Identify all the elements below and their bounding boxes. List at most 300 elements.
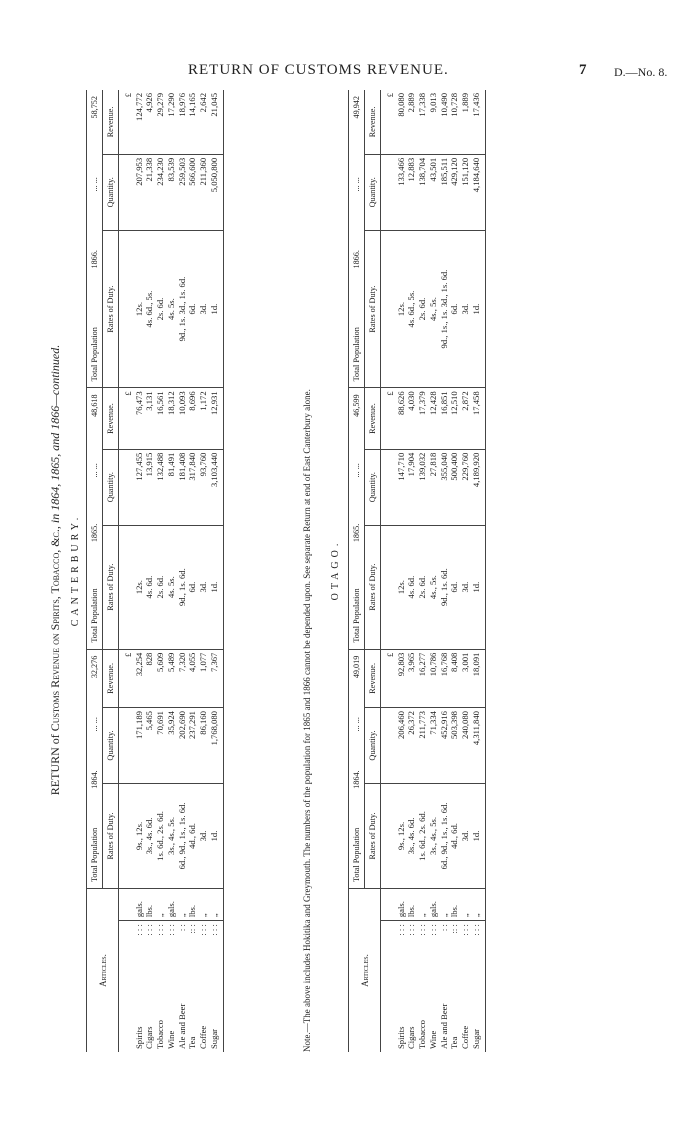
spacer — [123, 234, 134, 385]
table-cell: 9s., 12s. — [133, 821, 144, 851]
table-cell: 3s., 4s. 6d. — [144, 817, 155, 855]
table-cell: 80,080 — [395, 93, 406, 117]
table-cell: 17,290 — [165, 93, 176, 117]
canterbury-note: Note.—The above includes Hokitika and Greymouth. The numbers of the population for 1865 and 1866 cannot be depended upon. See separate Return at end of East Canterbury alone. — [302, 389, 312, 1052]
population-value: 48,618 — [90, 394, 99, 417]
dots: ... ... — [352, 177, 361, 192]
table-cell: 3,965 — [406, 652, 417, 672]
total-pop-label: Total Population — [90, 827, 99, 883]
table-cell: 138,704 — [417, 157, 428, 186]
table-cell: 86,160 — [197, 711, 208, 735]
population-value: 32,276 — [90, 655, 99, 679]
table-cell: 10,093 — [176, 391, 187, 416]
articles-label: Articles. — [359, 954, 370, 987]
table-cell: 5,609 — [155, 652, 166, 672]
table-cell: 124,772 — [133, 93, 144, 121]
table-cell: 4s. 6d., 5s. — [406, 290, 417, 328]
article-name — [155, 924, 166, 1049]
revenue-header: Revenue. — [365, 649, 381, 707]
rates-column-1866 — [119, 230, 224, 388]
table-cell: 1d. — [470, 581, 481, 593]
spacer — [385, 529, 396, 646]
table-cell: lbs. — [187, 904, 198, 918]
table-cell: 18,312 — [165, 391, 176, 416]
pop-header-1864 — [349, 649, 365, 888]
article-name — [396, 924, 407, 1049]
table-cell: 452,916 — [438, 711, 449, 739]
table-cell: 4s. 5s. — [165, 298, 176, 320]
table-cell: 27,818 — [427, 452, 438, 477]
article-label: Cigars — [406, 1026, 417, 1049]
table-cell: gals. — [165, 901, 176, 918]
article-name — [177, 924, 188, 1049]
table-cell: 1,172 — [197, 391, 208, 411]
pop-header-1864 — [87, 649, 103, 888]
article-name — [198, 924, 209, 1049]
quantity-column-1866 — [381, 154, 486, 230]
rates-header: Rates of Duty. — [365, 525, 381, 649]
quantity-column-1865 — [119, 449, 224, 525]
revenue-header: Revenue. — [365, 90, 381, 154]
table-cell: 17,338 — [417, 93, 428, 117]
pound-sign: £ — [123, 652, 133, 657]
table-cell: 93,760 — [197, 452, 208, 477]
spacer — [385, 924, 396, 1049]
table-cell: 76,473 — [133, 391, 144, 416]
spacer — [123, 711, 134, 780]
table-cell: 147,710 — [395, 452, 406, 481]
rates-header: Rates of Duty. — [103, 525, 119, 649]
table-cell: 207,953 — [133, 157, 144, 186]
table-cell: „ — [459, 913, 470, 918]
table-cell: lbs. — [144, 904, 155, 918]
table-cell: „ — [197, 913, 208, 918]
table-cell: gals. — [395, 901, 406, 918]
table-cell: 4s. 5s. — [165, 576, 176, 598]
table-cell: 16,561 — [155, 391, 166, 416]
table-cell: 12,931 — [208, 391, 219, 416]
table-cell: gals. — [427, 901, 438, 918]
spacer — [123, 529, 134, 646]
year-label: 1865. — [90, 523, 99, 543]
table-cell: 9d., 1s. 6d. — [438, 568, 449, 606]
table-cell: 6d., 9d., 1s., 1s. 6d. — [176, 802, 187, 870]
table-cell: 3d. — [459, 303, 470, 315]
canterbury-revenue-table — [86, 90, 224, 1052]
total-pop-label: Total Population — [352, 827, 361, 883]
table-cell: 1d. — [208, 303, 219, 315]
table-cell: 8,696 — [187, 391, 198, 411]
table-cell: 12s. — [395, 302, 406, 317]
table-cell: 3,001 — [459, 652, 470, 672]
table-cell: 7,320 — [176, 652, 187, 672]
table-cell: 92,803 — [395, 652, 406, 677]
table-cell: „ — [438, 913, 449, 918]
revenue-header: Revenue. — [103, 90, 119, 154]
table-cell: 8,408 — [449, 652, 460, 672]
table-cell: gals. — [133, 901, 144, 918]
rotated-page-content — [40, 70, 640, 1070]
table-cell: 83,539 — [165, 157, 176, 182]
spacer — [123, 158, 134, 227]
revenue-column-1864 — [381, 649, 486, 707]
spacer — [385, 892, 396, 917]
rates-column-1864 — [119, 783, 224, 888]
table-cell: 4,926 — [144, 93, 155, 113]
total-pop-label: Total Population — [90, 588, 99, 643]
population-value: 58,752 — [90, 96, 99, 119]
table-cell: 234,230 — [155, 157, 166, 186]
table-cell: 4d., 6d. — [187, 823, 198, 849]
table-cell: 1,889 — [459, 93, 470, 113]
table-cell: 3s., 4s., 5s. — [427, 817, 438, 855]
table-cell: 12s. — [133, 302, 144, 317]
spacer — [123, 787, 134, 885]
leader-dots: : : : — [470, 924, 481, 936]
table-cell: 5,465 — [144, 711, 155, 731]
table-cell: 2s. 6d. — [417, 297, 428, 321]
article-name — [187, 924, 198, 1049]
main-title-smallcaps: Customs Revenue on Spirits, Tobacco, &c., — [48, 526, 62, 732]
table-cell: 88,626 — [395, 391, 406, 416]
article-label: Sugar — [470, 1028, 481, 1049]
table-cell: 3d. — [459, 830, 470, 842]
table-cell: 6d. — [449, 303, 460, 315]
table-cell: 12,428 — [427, 391, 438, 416]
pound-sign: £ — [385, 652, 395, 657]
table-cell: 2,872 — [459, 391, 470, 411]
total-pop-label: Total Population — [352, 327, 361, 382]
revenue-column-1865 — [381, 388, 486, 449]
table-cell: 4d., 6d. — [449, 823, 460, 849]
table-cell: 3d. — [197, 830, 208, 842]
table-cell: 828 — [144, 652, 155, 666]
year-label: 1864. — [352, 770, 361, 789]
revenue-header: Revenue. — [103, 649, 119, 707]
main-title — [48, 70, 63, 1070]
table-cell: 211,360 — [197, 157, 208, 186]
spacer — [385, 453, 396, 522]
table-cell: 9d., 1s., 1s. 3d., 1s. 6d. — [438, 269, 449, 349]
table-cell: 206,460 — [395, 711, 406, 739]
table-cell: 16,851 — [438, 391, 449, 416]
spacer — [123, 892, 134, 917]
document-reference: D.—No. 8. — [614, 65, 668, 79]
table-cell: 12,510 — [449, 391, 460, 416]
rates-column-1865 — [381, 525, 486, 649]
table-cell: 6d. — [449, 581, 460, 593]
table-cell: 1d. — [470, 303, 481, 315]
pop-header-1865 — [349, 388, 365, 649]
article-name — [209, 924, 220, 1049]
table-cell: 566,600 — [187, 157, 198, 186]
table-cell: 500,400 — [449, 452, 460, 481]
table-cell: 71,334 — [427, 711, 438, 735]
table-cell: 171,189 — [133, 711, 144, 739]
quantity-header: Quantity. — [365, 449, 381, 525]
units-column — [381, 889, 486, 921]
leader-dots: : : : — [427, 924, 438, 936]
table-cell: 18,976 — [176, 93, 187, 117]
table-cell: 1s. 6d., 2s. 6d. — [417, 811, 428, 861]
table-cell: 4,184,640 — [470, 157, 481, 193]
table-cell: 9s., 12s. — [395, 821, 406, 851]
quantity-header: Quantity. — [365, 154, 381, 230]
table-cell: 1s. 6d., 2s. 6d. — [155, 811, 166, 861]
table-cell: 4s. 6d., 5s. — [144, 290, 155, 328]
table-cell: 202,690 — [176, 711, 187, 739]
article-label: Wine — [427, 1030, 438, 1049]
table-cell: 5,050,800 — [208, 157, 219, 193]
table-cell: 4,030 — [406, 391, 417, 411]
table-cell: 2s. 6d. — [155, 297, 166, 321]
pop-header-1866 — [349, 90, 365, 388]
article-label: Ale and Beer — [176, 1003, 187, 1049]
table-cell: 1d. — [208, 830, 219, 842]
table-cell: lbs. — [406, 904, 417, 918]
article-label: Spirits — [395, 1026, 406, 1049]
main-title-pre: RETURN of — [48, 731, 62, 796]
population-value: 46,599 — [352, 394, 361, 417]
spacer — [385, 158, 396, 227]
quantity-column-1864 — [381, 708, 486, 784]
rates-column-1866 — [381, 230, 486, 388]
leader-dots: : : : — [197, 924, 208, 936]
quantity-header: Quantity. — [103, 449, 119, 525]
table-cell: 132,488 — [155, 452, 166, 481]
leader-dots: : : : — [144, 924, 155, 936]
table-cell: 21,045 — [208, 93, 219, 117]
table-cell: 29,279 — [155, 93, 166, 117]
year-label: 1865. — [352, 523, 361, 543]
table-cell: 18,091 — [470, 652, 481, 677]
articles-label: Articles. — [97, 954, 108, 987]
table-cell: 5,489 — [165, 652, 176, 672]
table-cell: 3,131 — [144, 391, 155, 411]
table-cell: 4s. 6d. — [406, 575, 417, 599]
revenue-header: Revenue. — [365, 388, 381, 449]
table-cell: 211,773 — [417, 711, 428, 739]
leader-dots: : : : — [459, 924, 470, 936]
section-title-otago: OTAGO. — [330, 539, 341, 601]
table-cell: 17,379 — [417, 391, 428, 416]
article-label: Coffee — [459, 1025, 470, 1049]
quantity-header: Quantity. — [365, 708, 381, 784]
leader-dots: : : : — [208, 924, 219, 936]
table-cell: 16,768 — [438, 652, 449, 677]
page-number: 7 — [579, 62, 588, 78]
revenue-column-1866 — [381, 90, 486, 154]
article-label: Coffee — [197, 1025, 208, 1049]
dots: ... ... — [90, 177, 99, 192]
population-value: 49,019 — [352, 655, 361, 679]
leader-dots: : : : — [155, 924, 166, 936]
year-label: 1866. — [90, 250, 99, 269]
population-value: 49,942 — [352, 96, 361, 119]
quantity-column-1865 — [381, 449, 486, 525]
table-cell: 185,511 — [438, 157, 449, 186]
table-cell: 259,503 — [176, 157, 187, 186]
leader-dots: : : : — [395, 924, 406, 936]
spacer — [385, 234, 396, 385]
table-cell: 3d. — [459, 581, 470, 593]
rates-header: Rates of Duty. — [103, 230, 119, 388]
article-label: Ale and Beer — [438, 1003, 449, 1049]
table-cell: 16,277 — [417, 652, 428, 677]
table-cell: 6d., 9d., 1s., 1s. 6d. — [438, 802, 449, 870]
table-cell: 35,924 — [165, 711, 176, 735]
article-name — [449, 924, 460, 1049]
quantity-header: Quantity. — [103, 154, 119, 230]
dots: ... ... — [352, 717, 361, 732]
article-label: Spirits — [133, 1026, 144, 1049]
year-label: 1864. — [90, 770, 99, 789]
article-name — [417, 924, 428, 1049]
revenue-column-1865 — [119, 388, 224, 449]
article-label: Sugar — [208, 1028, 219, 1049]
table-cell: 4,189,920 — [470, 452, 481, 488]
year-label: 1866. — [352, 250, 361, 269]
table-cell: 4,055 — [187, 652, 198, 672]
table-cell: 355,040 — [438, 452, 449, 481]
article-label: Tobacco — [417, 1020, 428, 1049]
articles-header — [349, 889, 381, 1052]
table-cell: 503,398 — [449, 711, 460, 739]
table-cell: „ — [470, 913, 481, 918]
table-cell: 3d. — [197, 581, 208, 593]
leader-dots: : : : — [165, 924, 176, 936]
pound-sign: £ — [123, 391, 133, 396]
table-cell: 229,760 — [459, 452, 470, 481]
spacer — [123, 924, 134, 1049]
spacer — [123, 453, 134, 522]
leader-dots: : : : — [417, 924, 428, 936]
table-cell: 181,408 — [176, 452, 187, 481]
pound-sign: £ — [385, 93, 395, 98]
pop-header-1866 — [87, 90, 103, 388]
rates-column-1865 — [119, 525, 224, 649]
table-cell: 21,338 — [144, 157, 155, 182]
quantity-header: Quantity. — [103, 708, 119, 784]
table-cell: 2s. 6d. — [417, 575, 428, 599]
revenue-column-1864 — [119, 649, 224, 707]
article-name — [406, 924, 417, 1049]
pound-sign: £ — [123, 93, 133, 98]
total-pop-label: Total Population — [352, 588, 361, 643]
dots: ... ... — [352, 463, 361, 478]
pound-sign: £ — [385, 391, 395, 396]
main-title-post: in 1864, 1865, and 1866—continued. — [48, 344, 62, 527]
table-cell: 139,032 — [417, 452, 428, 481]
spacer — [385, 787, 396, 885]
articles-column — [381, 921, 486, 1052]
table-cell: „ — [176, 913, 187, 918]
table-cell: „ — [417, 913, 428, 918]
table-cell: 237,291 — [187, 711, 198, 739]
leader-dots: :: : — [449, 924, 460, 934]
table-cell: 43,501 — [427, 157, 438, 182]
table-cell: 3s., 4s. 6d. — [406, 817, 417, 855]
table-cell: 4s., 5s. — [427, 297, 438, 322]
table-cell: 12s. — [395, 580, 406, 595]
table-cell: 9,013 — [427, 93, 438, 113]
quantity-column-1866 — [119, 154, 224, 230]
leader-dots: : : — [176, 924, 187, 932]
units-column — [119, 889, 224, 921]
revenue-column-1866 — [119, 90, 224, 154]
table-cell: 6d. — [187, 303, 198, 315]
table-cell: 81,491 — [165, 452, 176, 477]
article-name — [439, 924, 450, 1049]
rates-header: Rates of Duty. — [365, 783, 381, 888]
table-cell: 10,490 — [438, 93, 449, 117]
otago-revenue-table — [348, 90, 486, 1052]
table-cell: 12s. — [133, 580, 144, 595]
table-cell: 13,915 — [144, 452, 155, 477]
article-name — [166, 924, 177, 1049]
spacer — [385, 711, 396, 780]
table-cell: 17,436 — [470, 93, 481, 117]
table-cell: 10,728 — [449, 93, 460, 117]
article-name — [144, 924, 155, 1049]
table-cell: 3s., 4s., 5s. — [165, 817, 176, 855]
table-cell: 32,254 — [133, 652, 144, 677]
article-name — [471, 924, 482, 1049]
table-cell: 2,642 — [197, 93, 208, 113]
table-cell: 3d. — [197, 303, 208, 315]
table-cell: 127,455 — [133, 452, 144, 481]
article-label: Tea — [449, 1036, 460, 1049]
table-cell: 240,080 — [459, 711, 470, 739]
table-cell: 4s. 6d. — [144, 575, 155, 599]
article-label: Tea — [187, 1036, 198, 1049]
leader-dots: : : : — [406, 924, 417, 936]
leader-dots: :: : — [187, 924, 198, 934]
table-cell: lbs. — [449, 904, 460, 918]
dots: ... ... — [90, 717, 99, 732]
table-cell: 14,165 — [187, 93, 198, 117]
rates-header: Rates of Duty. — [103, 783, 119, 888]
table-cell: „ — [155, 913, 166, 918]
articles-header — [87, 889, 119, 1052]
rates-column-1864 — [381, 783, 486, 888]
table-cell: 26,372 — [406, 711, 417, 735]
articles-column — [119, 921, 224, 1052]
table-cell: 317,840 — [187, 452, 198, 481]
table-cell: 1,768,080 — [208, 711, 219, 746]
table-cell: 1,077 — [197, 652, 208, 672]
article-name — [428, 924, 439, 1049]
table-cell: 70,691 — [155, 711, 166, 735]
section-title-canterbury: CANTERBURY. — [70, 513, 81, 627]
table-cell: 10,786 — [427, 652, 438, 677]
pop-header-1865 — [87, 388, 103, 649]
table-cell: 2,889 — [406, 93, 417, 113]
table-cell: 151,120 — [459, 157, 470, 186]
table-cell: 429,120 — [449, 157, 460, 186]
article-name — [134, 924, 145, 1049]
leader-dots: : : — [438, 924, 449, 932]
rates-header: Rates of Duty. — [365, 230, 381, 388]
quantity-column-1864 — [119, 708, 224, 784]
table-cell: 1d. — [470, 830, 481, 842]
page-header-title: RETURN OF CUSTOMS REVENUE. — [188, 62, 449, 78]
table-cell: 1d. — [208, 581, 219, 593]
table-cell: 7,367 — [208, 652, 219, 672]
table-cell: 133,466 — [395, 157, 406, 186]
table-cell: 2s. 6d. — [155, 575, 166, 599]
dots: ... ... — [90, 463, 99, 478]
